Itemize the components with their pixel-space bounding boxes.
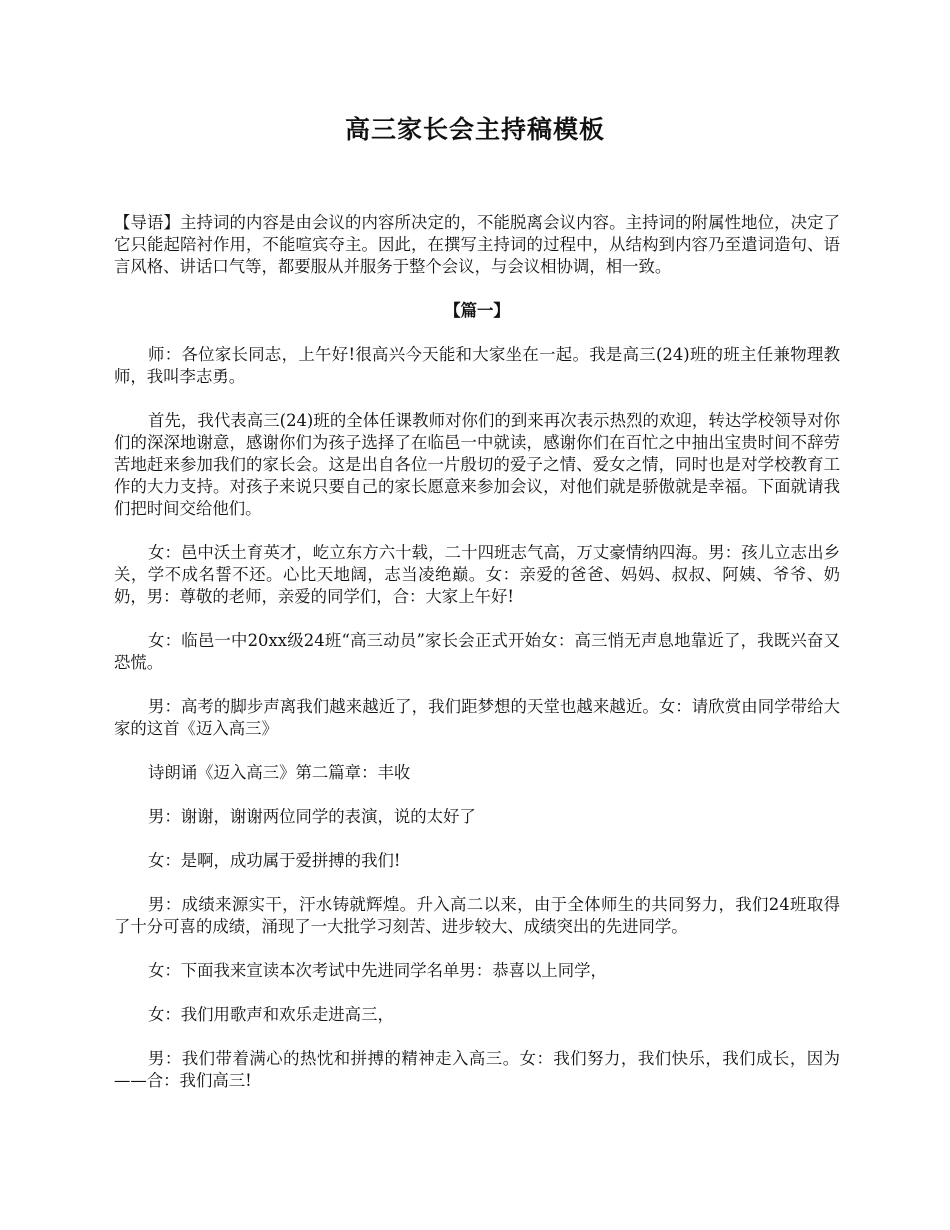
body-paragraph: 男：我们带着满心的热忱和拼搏的精神走入高三。女：我们努力，我们快乐，我们成长，因为——合：我们高三!	[114, 1049, 840, 1090]
body-paragraph: 男：谢谢，谢谢两位同学的表演，说的太好了	[148, 807, 476, 826]
intro-paragraph: 【导语】主持词的内容是由会议的内容所决定的，不能脱离会议内容。主持词的附属性地位，决定了它只能起陪衬作用，不能喧宾夺主。因此，在撰写主持词的过程中，从结构到内容乃至遣词造句、语言风格、讲话口气等，都要服从并服务于整个会议，与会议相协调，相一致。	[114, 213, 840, 276]
body-paragraph: 女：我们用歌声和欢乐走进高三，	[148, 1005, 394, 1024]
body-paragraph: 女：下面我来宣读本次考试中先进同学名单男：恭喜以上同学，	[148, 961, 607, 980]
body-paragraph: 师：各位家长同志，上午好!很高兴今天能和大家坐在一起。我是高三(24)班的班主任兼物理教师，我叫李志勇。	[114, 345, 840, 386]
body-paragraph: 诗朗诵《迈入高三》第二篇章：丰收	[148, 763, 411, 782]
body-paragraph: 男：成绩来源实干，汗水铸就辉煌。升入高二以来，由于全体师生的共同努力，我们24班取得了十分可喜的成绩，涌现了一大批学习刻苦、进步较大、成绩突出的先进同学。	[114, 895, 840, 936]
body-paragraph: 女：临邑一中20xx级24班“高三动员”家长会正式开始女：高三悄无声息地靠近了，我既兴奋又恐慌。	[114, 631, 840, 672]
document-title: 高三家长会主持稿模板	[344, 115, 605, 144]
body-paragraph: 女：是啊，成功属于爱拼搏的我们!	[148, 851, 401, 870]
body-paragraph: 首先，我代表高三(24)班的全体任课教师对你们的到来再次表示热烈的欢迎，转达学校领导对你们的深深地谢意，感谢你们为孩子选择了在临邑一中就读，感谢你们在百忙之中抽出宝贵时间不辞劳苦地赶来参加我们的家长会。这是出自各位一片殷切的爱子之情、爱女之情，同时也是对学校教育工作的大力支持。对孩子来说只要自己的家长愿意来参加会议，对他们就是骄傲就是幸福。下面就请我们把时间交给他们。	[114, 411, 840, 518]
body-paragraph: 男：高考的脚步声离我们越来越近了，我们距梦想的天堂也越来越近。女：请欣赏由同学带给大家的这首《迈入高三》	[114, 697, 840, 738]
body-paragraph: 女：邑中沃土育英才，屹立东方六十载，二十四班志气高，万丈豪情纳四海。男：孩儿立志出乡关，学不成名誓不还。心比天地阔，志当凌绝巅。女：亲爱的爸爸、妈妈、叔叔、阿姨、爷爷、奶奶，男：尊敬的老师，亲爱的同学们，合：大家上午好!	[114, 543, 840, 606]
document-body	[114, 212, 840, 1092]
section-heading: 【篇一】	[444, 301, 510, 320]
